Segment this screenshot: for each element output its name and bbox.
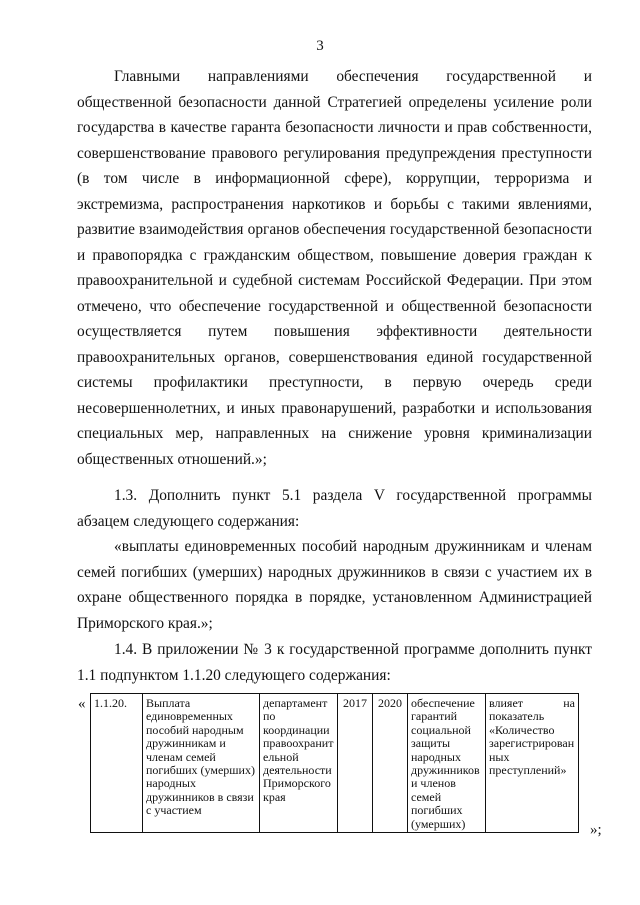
cell-result: обеспечение гарантий социальной защиты народных дружинников и членов семей погибших (умерших): [408, 694, 486, 833]
cell-start-year: 2017: [338, 694, 373, 833]
page-number: 3: [316, 38, 324, 54]
paragraph-quoted-addition: «выплаты единовременных пособий народным дружинникам и членам семей погибших (умерших) народных дружинников в связи с участием их в охране общественного порядка в порядке, установленном Администрацией Приморского края.»;: [77, 538, 592, 632]
paragraph-item-1-4: 1.4. В приложении № 3 к государственной программе дополнить пункт 1.1 подпунктом 1.1.20 следующего содержания:: [77, 641, 592, 684]
table-open-quote: «: [78, 696, 86, 712]
cell-end-year: 2020: [373, 694, 408, 833]
paragraph-item-1-3: 1.3. Дополнить пункт 5.1 раздела V государственной программы абзацем следующего содержания:: [77, 487, 592, 530]
cell-number: 1.1.20.: [91, 694, 143, 833]
cell-executor: департамент по координации правоохранительной деятельности Приморского края: [260, 694, 338, 833]
cell-indicator: влияет на показатель «Количество зарегистрированных преступлений»: [486, 694, 579, 833]
table-row: [91, 694, 579, 833]
table-close-quote: »;: [590, 822, 602, 838]
paragraph-strategy-directions: Главными направлениями обеспечения государственной и общественной безопасности данной Стратегией определены усиление роли государства в качестве гаранта безопасности личности и прав собственности, совершенствование правового регулирования предупреждения преступности (в том числе в информационной сфере), коррупции, терроризма и экстремизма, распространения наркотиков и борьбы с такими явлениями, развитие взаимодействия органов обеспечения государственной безопасности и правопорядка с гражданским обществом, повышение доверия граждан к правоохранительной и судебной системам Российской Федерации. При этом отмечено, что обеспечение государственной и общественной безопасности осуществляется путем повышения эффективности деятельности правоохранительных органов, совершенствования единой государственной системы профилактики преступности, в первую очередь среди несовершеннолетних, и иных правонарушений, разработки и использования специальных мер, направленных на снижение уровня криминализации общественных отношений.»;: [77, 68, 592, 468]
appendix-table: [90, 693, 579, 833]
cell-measure: Выплата единовременных пособий народным дружинникам и членам семей погибших (умерших) народных дружинников в связи с участием: [143, 694, 260, 833]
